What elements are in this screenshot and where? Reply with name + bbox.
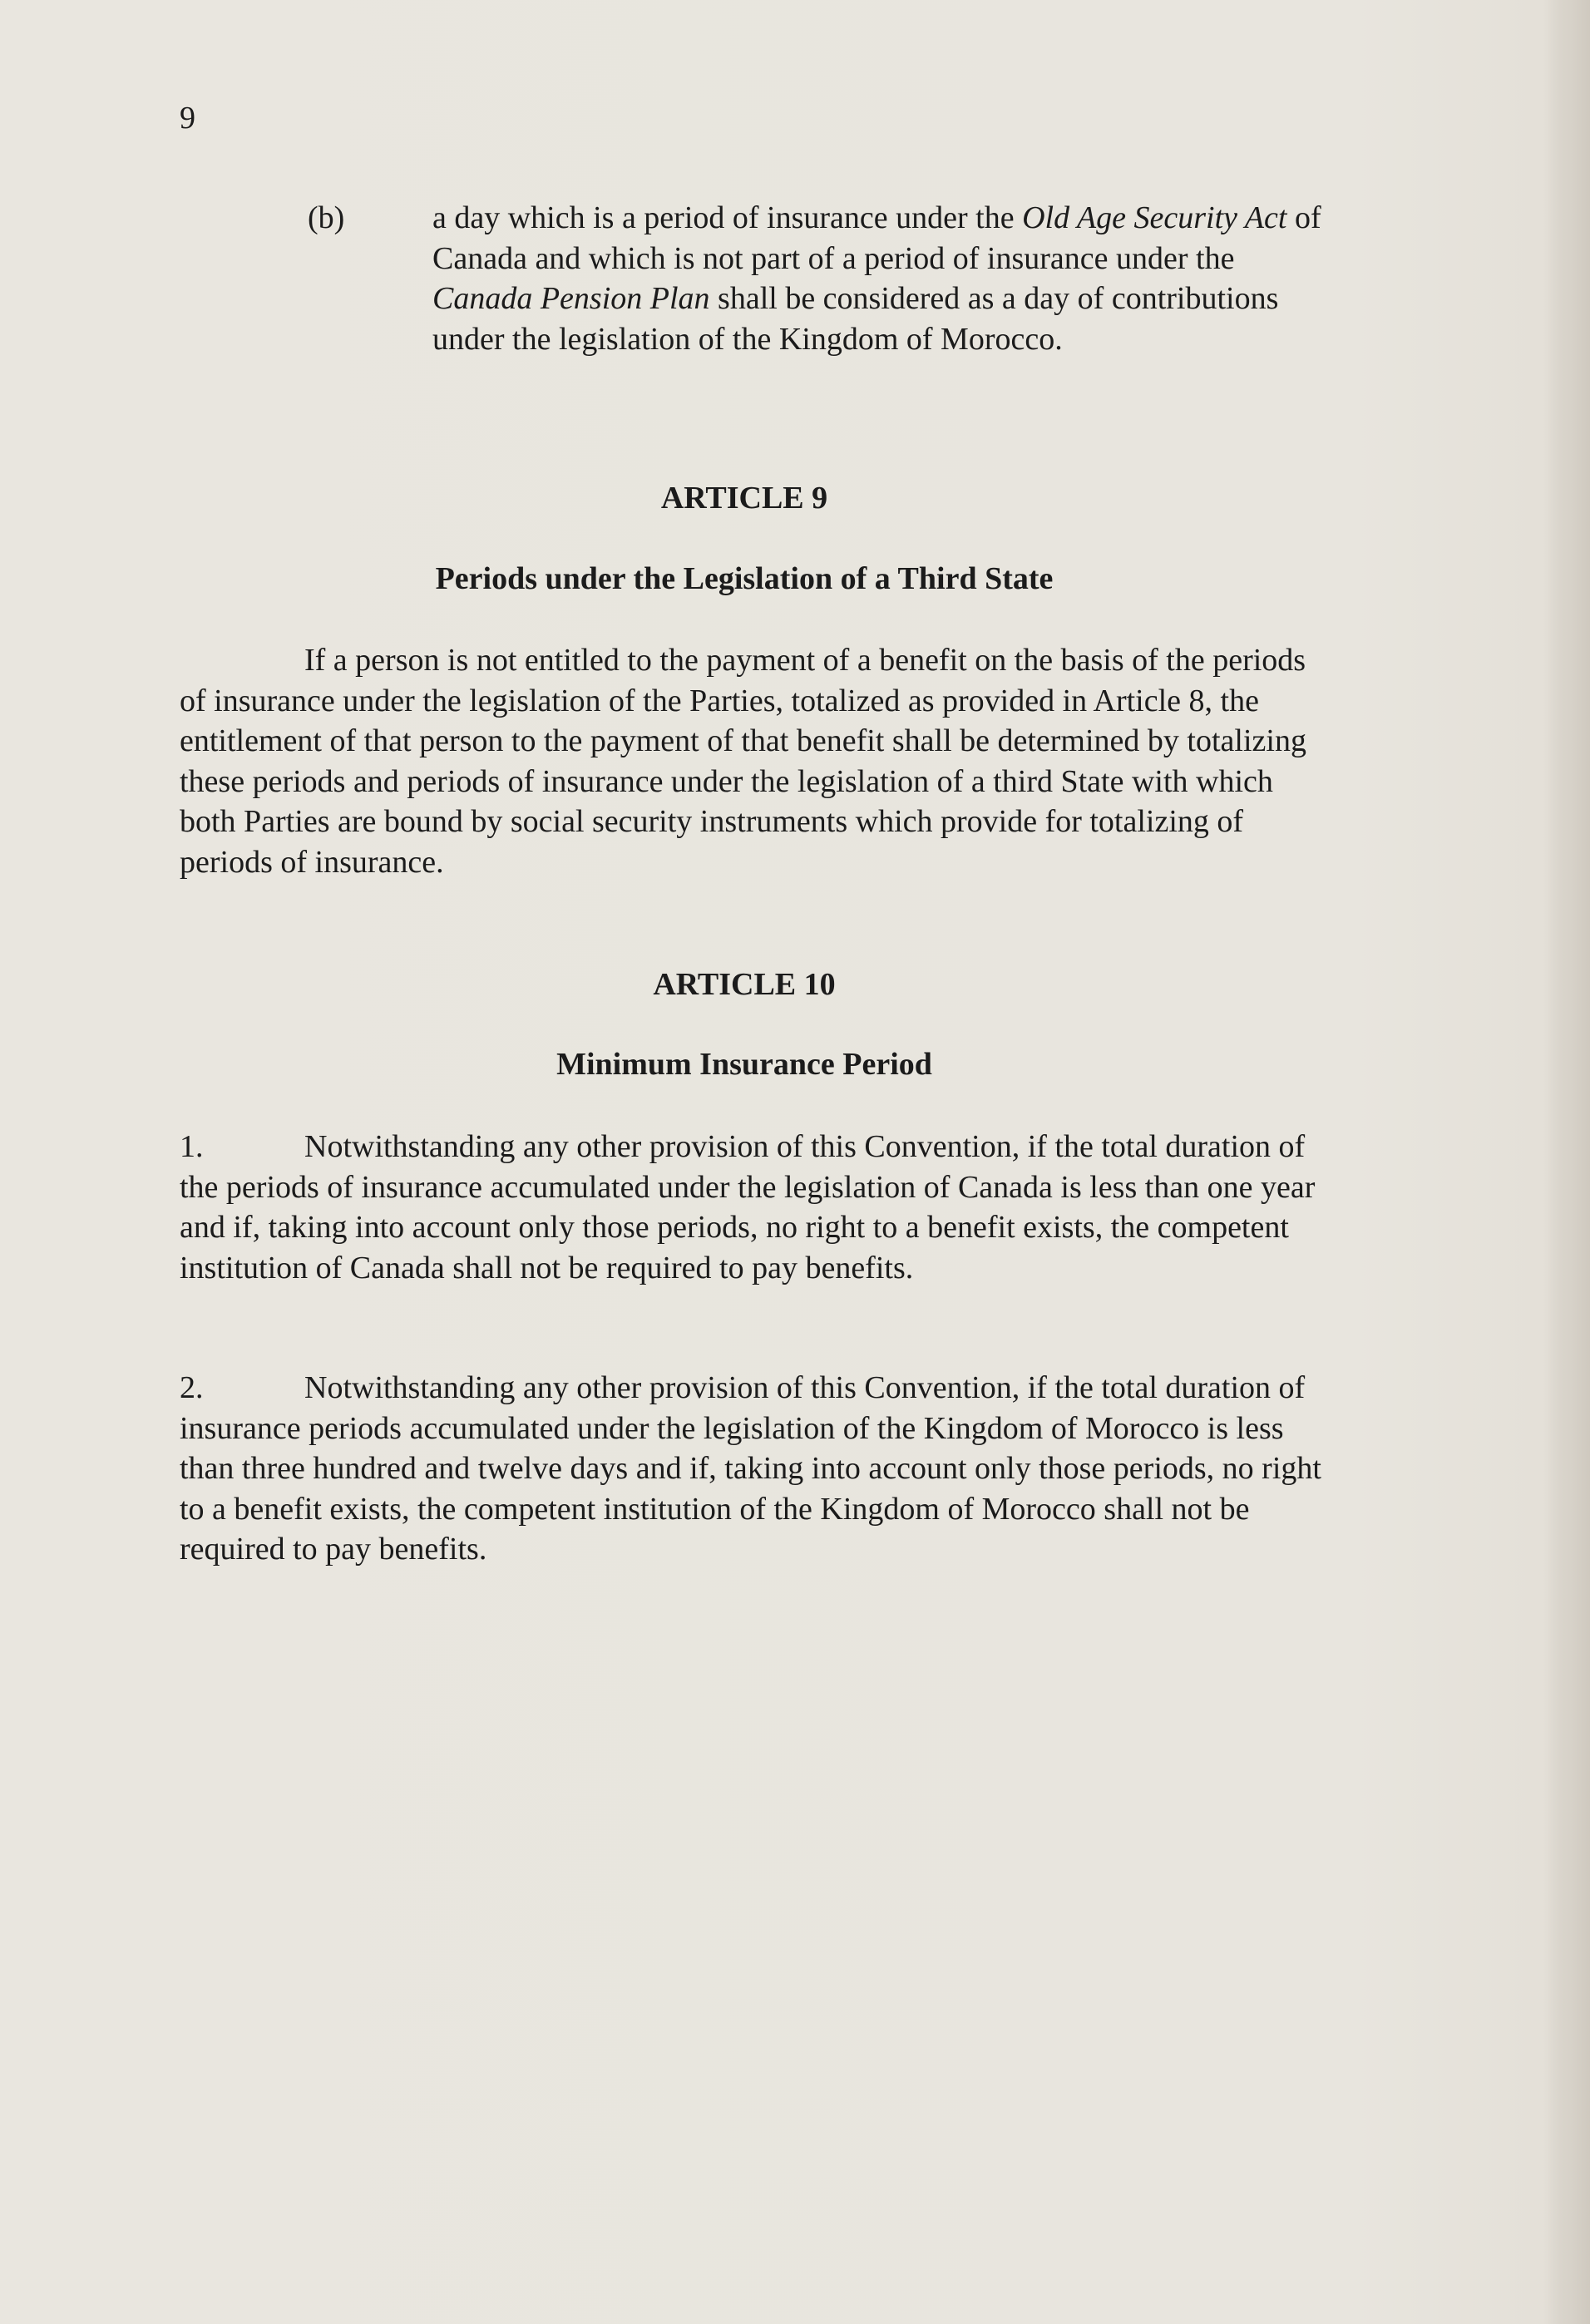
article-9-paragraph-text: If a person is not entitled to the payment of a benefit on the basis of the periods of insurance under the legislation of the Parties, totalized as provided in Article 8, the entitlement of that person to the payment of that benefit shall be determined by totalizing these periods and periods of insurance under the legislation of a third State with which both Parties are bound by social security instruments which provide for totalizing of periods of insurance.: [180, 643, 1306, 880]
paragraph-text: Notwithstanding any other provision of this Convention, if the total duration of insurance periods accumulated under the legislation of the Kingdom of Morocco is less than three hundred and twelve days and if, taking into account only those periods, no right to a benefit exists, the competent institution of the Kingdom of Morocco shall not be required to pay benefits.: [180, 1370, 1321, 1567]
article-10-paragraph-2: [180, 1368, 1327, 1570]
list-item-marker: (b): [308, 200, 345, 235]
article-10-heading: ARTICLE 10: [653, 967, 836, 1002]
list-item-text-part-3: shall be considered as a day of contributions under the legislation of the Kingdom of Morocco.: [432, 281, 1279, 357]
paragraph-number: 1.: [180, 1129, 204, 1164]
statute-reference-old-age-security-act: Old Age Security Act: [1022, 200, 1287, 235]
page-edge-shadow: [1547, 0, 1590, 2324]
list-item-text: [432, 198, 1339, 359]
statute-reference-canada-pension-plan: Canada Pension Plan: [432, 281, 710, 316]
article-10-subheading: Minimum Insurance Period: [556, 1047, 932, 1082]
list-item-text-part-2: of Canada and which is not part of a period of insurance under the: [432, 200, 1321, 276]
page-number: 9: [180, 101, 195, 136]
paragraph-number: 2.: [180, 1370, 204, 1405]
article-10-paragraph-1: [180, 1127, 1327, 1288]
list-item-text-part-1: a day which is a period of insurance under the: [432, 200, 1023, 235]
article-9-subheading: Periods under the Legislation of a Third State: [435, 561, 1054, 596]
article-9-heading: ARTICLE 9: [660, 481, 828, 516]
article-9-paragraph: [180, 640, 1327, 882]
paragraph-text: Notwithstanding any other provision of this Convention, if the total duration of the periods of insurance accumulated under the legislation of Canada is less than one year and if, taking into account only those periods, no right to a benefit exists, the competent institution of Canada shall not be required to pay benefits.: [180, 1129, 1316, 1285]
